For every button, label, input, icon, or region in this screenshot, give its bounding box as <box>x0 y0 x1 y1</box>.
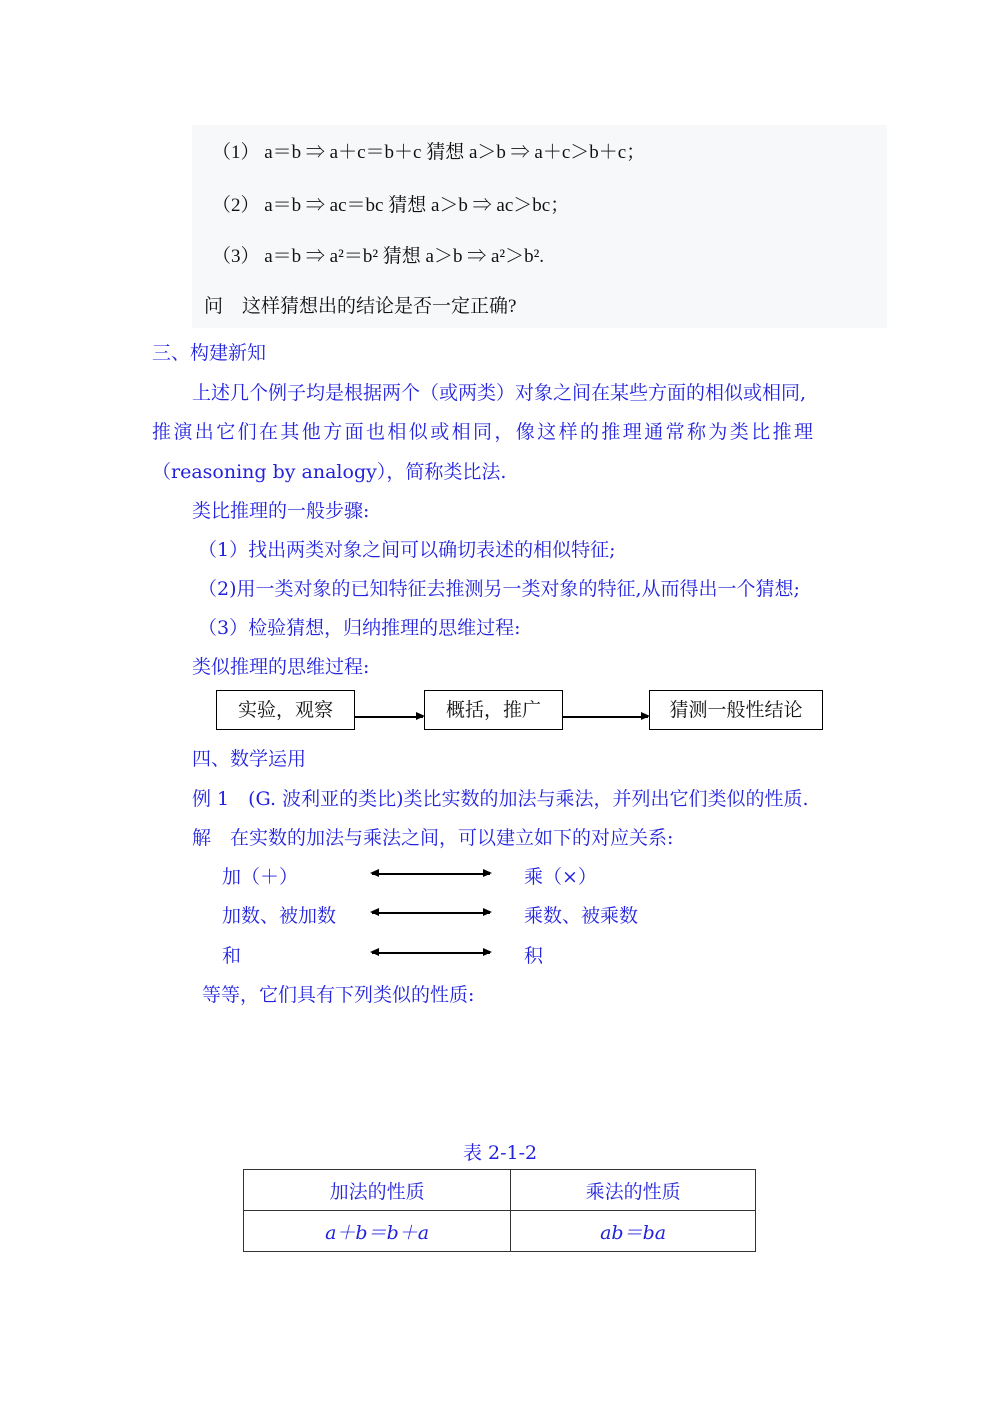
table-caption: 表 2-1-2 <box>463 1142 538 1164</box>
table-header: 加法的性质 <box>244 1170 511 1211</box>
arrow-icon <box>355 716 423 718</box>
properties-table <box>243 1169 756 1252</box>
pair-left: 加（＋） <box>222 866 299 888</box>
paragraph-line: （reasoning by analogy），简称类比法. <box>152 461 507 483</box>
flow-box: 猜测一般性结论 <box>649 690 823 730</box>
step: （3）检验猜想，归纳推理的思维过程: <box>198 617 521 639</box>
paragraph-line: 推演出它们在其他方面也相似或相同，像这样的推理通常称为类比推理 <box>152 421 816 443</box>
pair-right: 乘（×） <box>524 866 597 888</box>
formula-line-3: （3） a＝b ⇒ a²＝b² 猜想 a＞b ⇒ a²＞b². <box>212 246 545 267</box>
paragraph-line: 上述几个例子均是根据两个（或两类）对象之间在某些方面的相似或相同, <box>192 382 807 404</box>
double-arrow-icon <box>372 873 490 875</box>
formula-line-1: （1） a＝b ⇒ a＋c＝b＋c 猜想 a＞b ⇒ a＋c＞b＋c； <box>212 142 646 163</box>
table-cell: a＋b＝b＋a <box>244 1211 511 1252</box>
pair-left: 和 <box>222 945 242 967</box>
question: 问 这样猜想出的结论是否一定正确? <box>204 296 517 317</box>
section-heading: 三、构建新知 <box>152 342 267 364</box>
flow-box: 实验，观察 <box>216 690 355 730</box>
example: 例 1 (G. 波利亚的类比)类比实数的加法与乘法，并列出它们类似的性质. <box>192 788 809 810</box>
double-arrow-icon <box>372 952 490 954</box>
pair-left: 加数、被加数 <box>222 905 337 927</box>
pair-right: 积 <box>524 945 544 967</box>
formula-line-2: （2） a＝b ⇒ ac＝bc 猜想 a＞b ⇒ ac＞bc； <box>212 195 570 216</box>
after-text: 等等，它们具有下列类似的性质: <box>202 984 475 1006</box>
arrow-icon <box>563 716 648 718</box>
steps-title: 类比推理的一般步骤: <box>192 500 370 522</box>
pair-right: 乘数、被乘数 <box>524 905 639 927</box>
double-arrow-icon <box>372 912 490 914</box>
solution: 解 在实数的加法与乘法之间，可以建立如下的对应关系: <box>192 827 674 849</box>
process-title: 类似推理的思维过程: <box>192 656 370 678</box>
flow-box: 概括，推广 <box>424 690 563 730</box>
table-row <box>244 1211 756 1252</box>
step: （1）找出两类对象之间可以确切表述的相似特征; <box>198 539 616 561</box>
formula-image <box>192 125 887 328</box>
step: （2)用一类对象的已知特征去推测另一类对象的特征,从而得出一个猜想; <box>198 578 800 600</box>
section-heading: 四、数学运用 <box>192 748 307 770</box>
table-cell: ab＝ba <box>511 1211 756 1252</box>
table-header: 乘法的性质 <box>511 1170 756 1211</box>
